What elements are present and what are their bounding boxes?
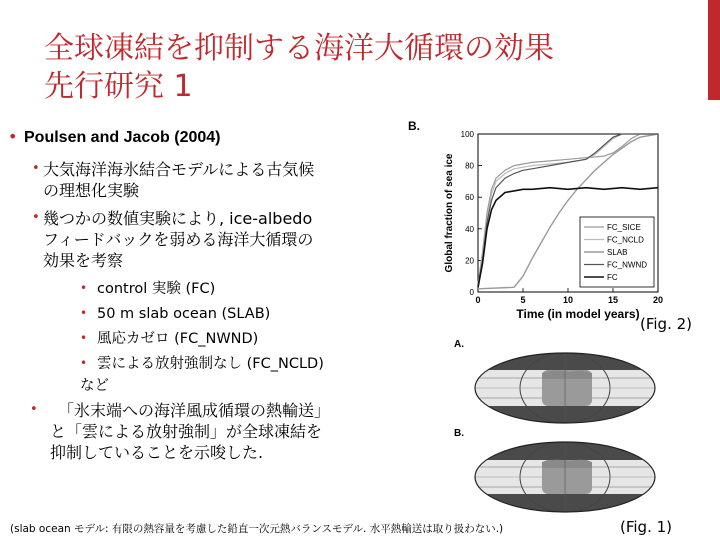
y-tick-label: 60 [465, 193, 474, 203]
sub-bullet-2-line-2: フィードバックを弱める海洋大循環の [43, 230, 314, 249]
bullet-2-line-3: 抑制していることを示唆した. [50, 443, 264, 462]
experiment-slab: 50 m slab ocean (SLAB) [97, 306, 271, 322]
bullet-marker: • [8, 127, 18, 146]
map-panel-b [470, 442, 660, 512]
legend-label: FC_NCLD [607, 235, 644, 245]
sea-ice-fraction-chart [400, 112, 675, 327]
sub-bullet-1-line-1: 大気海洋海氷結合モデルによる古気候 [43, 160, 315, 179]
chart-plot-area [444, 130, 663, 321]
figure-1-panel-a-label: A. [454, 339, 464, 350]
bullet-2-line-1: 「氷末端への海洋風成循環の熱輸送」 [58, 401, 331, 420]
figure-2-panel-label: B. [408, 119, 420, 133]
title-line-1: 全球凍結を抑制する海洋大循環の効果 [44, 31, 554, 66]
x-tick-label: 20 [652, 295, 664, 305]
x-tick-label: 0 [475, 295, 481, 305]
experiment-fc-nwnd: 風応カゼロ (FC_NWND) [97, 331, 259, 347]
sub-bullet-marker: • [32, 210, 40, 225]
sub-bullet-marker: • [32, 161, 40, 176]
x-axis-label: Time (in model years) [516, 307, 640, 321]
sub-bullet-1-line-2: の理想化実験 [43, 181, 140, 200]
figure-1-caption: (Fig. 1) [620, 518, 673, 536]
y-axis-label: Global fraction of sea ice [444, 153, 455, 273]
footnote: (slab ocean モデル: 有限の熱容量を考慮した鉛直一次元熱バランスモデル. 水平熱輸送は取り扱わない.) [10, 523, 504, 535]
x-tick-label: 15 [607, 295, 619, 305]
sub-bullet-2-line-1: 幾つかの数値実験により, ice-albedo [43, 209, 313, 228]
legend-label: FC_NWND [607, 260, 647, 270]
y-tick-label: 100 [460, 130, 474, 139]
x-tick-label: 10 [562, 295, 574, 305]
x-tick-label: 5 [520, 295, 526, 305]
title-line-2: 先行研究 1 [44, 69, 193, 104]
y-tick-label: 0 [469, 288, 474, 297]
experiment-fc: control 実験 (FC) [97, 281, 216, 297]
y-tick-label: 80 [465, 161, 474, 171]
y-tick-label: 20 [465, 256, 474, 266]
sub-sub-bullet-marker: • [80, 356, 88, 370]
sub-bullet-2-line-3: 効果を考察 [43, 251, 124, 270]
ocean-circulation-maps [420, 335, 695, 520]
legend-label: FC_SICE [607, 223, 641, 232]
figure-2-caption: (Fig. 2) [640, 315, 693, 333]
sub-sub-bullet-marker: • [80, 281, 88, 295]
sub-sub-bullet-marker: • [80, 331, 88, 345]
y-tick-label: 40 [465, 224, 474, 234]
bullet-poulsen-jacob: Poulsen and Jacob (2004) [24, 129, 221, 146]
etc-text: など [80, 378, 109, 394]
bullet-2-line-2: と「雲による放射強制」が全球凍結を [50, 422, 323, 441]
slide-title [44, 30, 684, 106]
legend-label: FC [607, 273, 618, 282]
accent-bar [708, 0, 720, 100]
figure-1-panel-b-label: B. [454, 428, 464, 439]
legend-label: SLAB [607, 248, 628, 257]
map-panel-a [470, 353, 660, 423]
bullet-marker: • [30, 402, 38, 417]
sub-sub-bullet-marker: • [80, 306, 88, 320]
experiment-fc-ncld: 雲による放射強制なし (FC_NCLD) [97, 356, 324, 372]
